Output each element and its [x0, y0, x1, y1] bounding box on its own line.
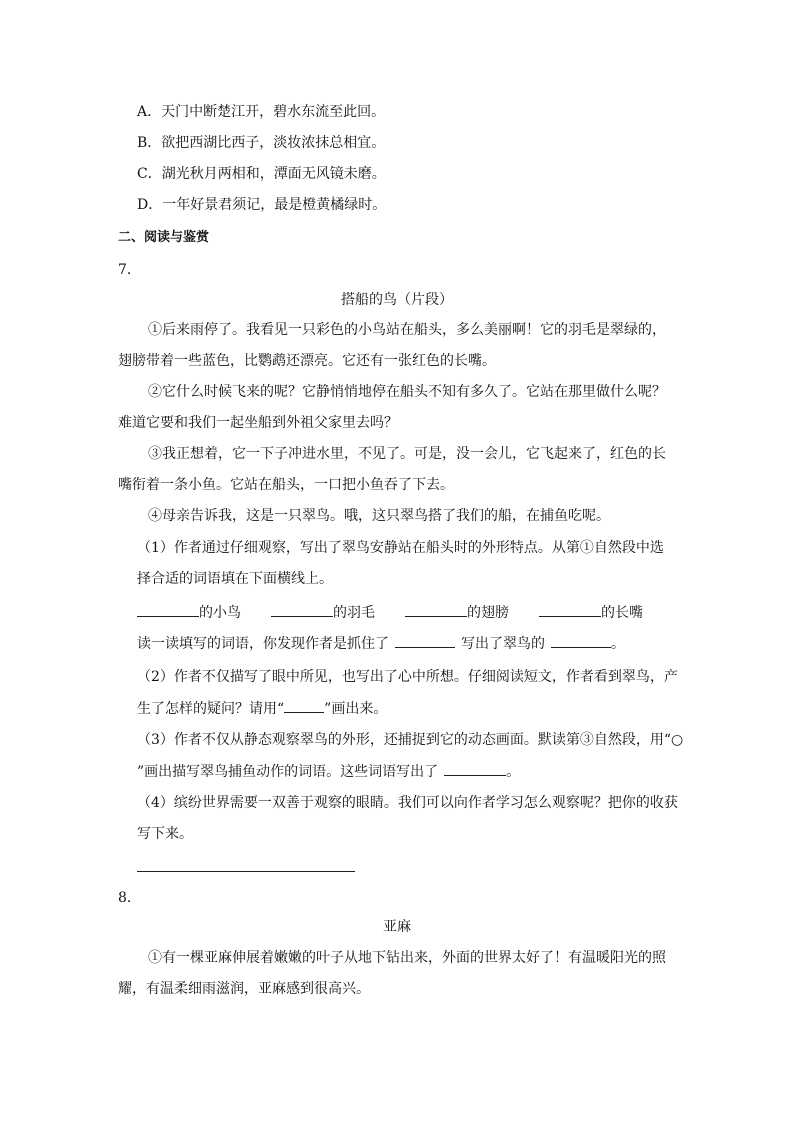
answer-blank[interactable] [395, 633, 455, 648]
option-d[interactable]: D．一年好景君须记，最是橙黄橘绿时。 [137, 197, 387, 213]
passage-title: 搭船的鸟（片段） [341, 292, 453, 308]
fill-label-beak: 的长嘴 [601, 605, 643, 621]
subquestion-1-text-c: 。 [611, 636, 625, 652]
underline-mark [284, 698, 324, 713]
passage-title: 亚麻 [383, 919, 411, 935]
fill-label-bird: 的小鸟 [199, 605, 241, 621]
subquestion-4-line-1: （4）缤纷世界需要一双善于观察的眼睛。我们可以向作者学习怎么观察呢？把你的收获 [137, 795, 678, 811]
subquestion-3-line-2 [137, 761, 520, 782]
paragraph-2-line-1: ②它什么时候飞来的呢？它静悄悄地停在船头不知有多久了。它站在那里做什么呢？ [148, 384, 666, 400]
question-number: 8． [118, 890, 141, 906]
subquestion-3-text-a: ”画出描写翠鸟捕鱼动作的词语。这些词语写出了 [137, 764, 439, 780]
option-a[interactable]: A．天门中断楚江开，碧水东流至此回。 [137, 104, 386, 120]
question-number: 7． [118, 262, 141, 278]
subquestion-3-line-1: （3）作者不仅从静态观察翠鸟的外形，还捕捉到它的动态画面。默读第③自然段，用“○ [137, 732, 684, 748]
answer-blank[interactable] [539, 602, 601, 617]
answer-line[interactable] [137, 871, 355, 872]
subquestion-1-text-a: 读一读填写的词语，你发现作者是抓住了 [137, 636, 389, 652]
fill-blanks-row [137, 602, 643, 623]
paragraph-2-line-2: 难道它要和我们一起坐船到外祖父家里去吗？ [118, 415, 398, 431]
paragraph-3-line-1: ③我正想着，它一下子冲进水里，不见了。可是，没一会儿，它飞起来了，红色的长 [148, 446, 666, 462]
paragraph-1-line-1: ①有一棵亚麻伸展着嫩嫩的叶子从地下钻出来，外面的世界太好了！有温暖阳光的照 [148, 950, 666, 966]
paragraph-1-line-2: 耀，有温柔细雨滋润，亚麻感到很高兴。 [118, 981, 370, 997]
paragraph-4: ④母亲告诉我，这是一只翠鸟。哦，这只翠鸟搭了我们的船，在捕鱼吃呢。 [148, 508, 610, 524]
answer-blank[interactable] [271, 602, 333, 617]
subquestion-1-line-2: 择合适的词语填在下面横线上。 [137, 571, 333, 587]
subquestion-3-text-b: 。 [506, 764, 521, 780]
subquestion-1-text-b: 写出了翠鸟的 [461, 636, 545, 652]
answer-blank[interactable] [405, 602, 467, 617]
paragraph-1-line-2: 翅膀带着一些蓝色，比鹦鹉还漂亮。它还有一张红色的长嘴。 [118, 353, 496, 369]
option-b[interactable]: B．欲把西湖比西子，淡妆浓抹总相宜。 [137, 135, 386, 151]
subquestion-1-line-1: （1）作者通过仔细观察，写出了翠鸟安静站在船头时的外形特点。从第①自然段中选 [137, 540, 664, 556]
answer-blank[interactable] [137, 602, 199, 617]
subquestion-2-line-2 [137, 698, 387, 719]
option-c[interactable]: C．湖光秋月两相和，潭面无风镜未磨。 [137, 166, 386, 182]
paragraph-3-line-2: 嘴衔着一条小鱼。它站在船头，一口把小鱼吞了下去。 [118, 477, 454, 493]
subquestion-4-line-2: 写下来。 [137, 826, 193, 842]
subquestion-2-line-1: （2）作者不仅描写了眼中所见，也写出了心中所想。仔细阅读短文，作者看到翠鸟，产 [137, 669, 678, 685]
subquestion-2-text-b: ”画出来。 [324, 701, 388, 717]
fill-label-feather: 的羽毛 [333, 605, 375, 621]
fill-label-wing: 的翅膀 [467, 605, 509, 621]
subquestion-1-line-3 [137, 633, 625, 654]
answer-blank[interactable] [551, 633, 611, 648]
answer-blank[interactable] [444, 761, 506, 776]
subquestion-2-text-a: 生了怎样的疑问？请用“ [137, 701, 285, 717]
paragraph-1-line-1: ①后来雨停了。我看见一只彩色的小鸟站在船头，多么美丽啊！它的羽毛是翠绿的， [148, 322, 666, 338]
section-heading: 二、阅读与鉴赏 [118, 230, 210, 245]
